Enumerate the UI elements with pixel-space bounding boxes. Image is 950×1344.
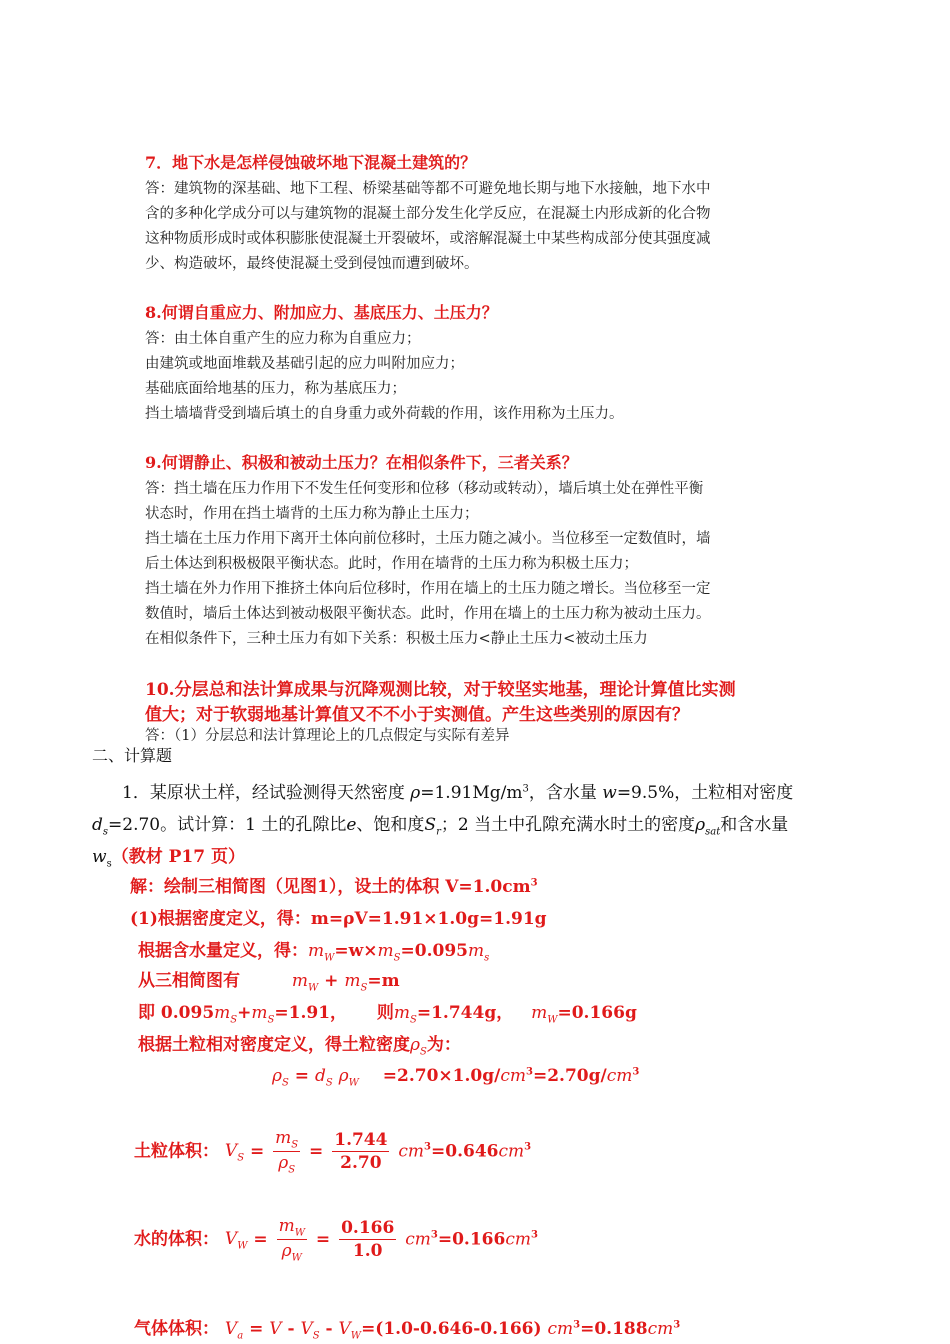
section-heading: 二、计算题	[92, 746, 173, 765]
problem-text: ，含水量	[528, 783, 597, 803]
solution-step: (1)根据密度定义，得：m=ρV=1.91×1.0g=1.91g	[130, 909, 547, 929]
solution-step: 从三相简图有 $m_W + m_S=m$	[138, 971, 400, 994]
density-equation: $\rho_S = d_S$ $\rho_W =2.70\times 1.0g/cm^3=2.70g/cm^3$	[272, 1066, 640, 1089]
fraction: $\frac{m_S}{\rho_S}$	[275, 1128, 299, 1176]
question-9-line: 挡土墙在外力作用下推挤土体向后位移时，作用在墙上的土压力随之增长。当位移至一定	[145, 581, 711, 597]
question-9-line: 数值时，墙后土体达到被动极限平衡状态。此时，作用在墙上的土压力称为被动土压力。	[145, 606, 711, 622]
question-9-title: 9.何谓静止、积极和被动土压力？在相似条件下，三者关系？	[145, 453, 578, 472]
question-7-line: 答：建筑物的深基础、地下工程、桥梁基础等都不可避免地长期与地下水接触，地下水中	[145, 181, 711, 197]
solution-step: 根据土粒相对密度定义，得土粒密度$\rho_S$为：	[138, 1035, 461, 1058]
question-9-line: 挡土墙在土压力作用下离开土体向前位移时，土压力随之减小。当位移至一定数值时，墙	[145, 531, 711, 547]
problem-text: =9.5%，土粒相对密度	[616, 783, 794, 803]
solution-text: =0.166	[437, 1229, 506, 1250]
question-10-title: 值大；对于软弱地基计算值又不不小于实测值。产生这些类别的原因有？	[145, 705, 689, 725]
problem-text: =1.91Mg/m	[420, 783, 523, 803]
solution-text: 气体体积：	[134, 1319, 219, 1339]
question-9-line: 后土体达到积极极限平衡状态。此时，作用在墙背的土压力称为积极土压力；	[145, 556, 638, 572]
problem-text: 1．某原状土样，经试验测得天然密度	[122, 783, 405, 803]
fraction: $\frac{m_W}{\rho_W}$	[278, 1216, 305, 1264]
problem-text: ；2 当土中孔隙充满水时土的密度	[440, 815, 696, 835]
solution-text: =0.166g	[557, 1003, 637, 1023]
solution-text: 为：	[426, 1035, 461, 1055]
solution-text: 土粒体积：	[134, 1141, 219, 1162]
question-8-line: 基础底面给地基的压力，称为基底压力；	[145, 381, 406, 397]
problem-line-1: 1．某原状土样，经试验测得天然密度 $\rho=1.91Mg/m^3$，含水量 w=9.5%，土粒相对密度	[122, 783, 794, 803]
solution-text: =0.188	[580, 1319, 648, 1339]
question-7-line: 含的多种化学成分可以与建筑物的混凝土部分发生化学反应，在混凝土内形成新的化合物	[145, 206, 711, 222]
solution-text: 根据含水量定义，得：	[138, 941, 308, 961]
problem-text: =2.70。试计算：1 土的孔隙比	[108, 815, 347, 835]
question-10-title: 10.分层总和法计算成果与沉降观测比较，对于较坚实地基，理论计算值比实测	[145, 680, 736, 700]
solution-text: =m	[367, 971, 400, 991]
solid-volume-equation: 土粒体积： $V_S$ = $\frac{m_S}{\rho_S}$ = $\frac{1.744}{2.70}$ $cm^3=0.646cm^3$	[134, 1128, 532, 1176]
solution-text: 则	[376, 1003, 394, 1023]
solution-text: 根据土粒相对密度定义，得土粒密度	[138, 1035, 410, 1055]
question-7-line: 这种物质形成时或体积膨胀使混凝土开裂破坏，或溶解混凝土中某些构成部分使其强度减	[145, 231, 711, 247]
solution-step: 根据含水量定义，得：$m_W=w\times m_S=0.095m_s$	[138, 941, 490, 964]
question-8-title: 8.何谓自重应力、附加应力、基底压力、土压力？	[145, 303, 498, 322]
question-10-answer-line: 答：（1）分层总和法计算理论上的几点假定与实际有差异	[145, 728, 510, 744]
fraction: $\frac{0.166}{1.0}$	[341, 1218, 395, 1262]
problem-line-2: $d_s=2.70$。试计算：1 土的孔隙比e、饱和度$S_r$；2 当土中孔隙充满水时土的密度$\rho_{sat}$和含水量	[92, 815, 789, 838]
solution-text: =2.70g/	[532, 1066, 607, 1086]
problem-line-3: $w_s$（教材 P17 页）	[92, 847, 245, 870]
solution-text: 解：绘制三相简图（见图1），设土的体积 V=1.0cm	[130, 877, 531, 897]
problem-text: 、饱和度	[356, 815, 425, 835]
solution-step: 即 $0.095m_S+m_S=1.91$， 则$m_S=1.744g$， $m_W=0.166g$	[138, 1003, 637, 1026]
textbook-reference: （教材 P17 页）	[111, 847, 245, 867]
fraction: $\frac{1.744}{2.70}$	[334, 1130, 388, 1174]
solution-text: =1.91，	[274, 1003, 348, 1023]
solution-text: =1.744g，	[416, 1003, 514, 1023]
water-volume-equation: 水的体积： $V_W$ = $\frac{m_W}{\rho_W}$ = $\frac{0.166}{1.0}$ $cm^3=0.166cm^3$	[134, 1216, 538, 1264]
solution-text: 即 0.095	[138, 1003, 215, 1023]
question-8-line: 挡土墙墙背受到墙后填土的自身重力或外荷载的作用，该作用称为土压力。	[145, 406, 624, 422]
question-9-line: 状态时，作用在挡土墙背的土压力称为静止土压力；	[145, 506, 479, 522]
solution-step: 解：绘制三相简图（见图1），设土的体积 $V=1.0cm^3$	[130, 877, 538, 897]
solution-text: =(1.0-0.646-0.166)	[361, 1319, 542, 1339]
question-9-line: 答：挡土墙在压力作用下不发生任何变形和位移（移动或转动），墙后填土处在弹性平衡	[145, 481, 704, 497]
problem-text: 和含水量	[720, 815, 789, 835]
question-9-line: 在相似条件下，三种土压力有如下关系：积极土压力<静止土压力<被动土压力	[145, 631, 648, 647]
question-8-line: 由建筑或地面堆载及基础引起的应力叫附加应力；	[145, 356, 464, 372]
solution-text: 从三相简图有	[138, 971, 240, 991]
solution-text: =w×	[334, 941, 378, 961]
clipped-answer	[0, 720, 950, 744]
solution-text: =0.646	[431, 1141, 499, 1162]
solution-text: =2.70×1.0g/	[382, 1066, 501, 1086]
air-volume-equation: 气体体积： $V_a = V - V_S - V_W=(1.0-0.646-0.166)$ $cm^3=0.188cm^3$	[134, 1319, 681, 1342]
question-7-line: 少、构造破坏，最终使混凝土受到侵蚀而遭到破坏。	[145, 256, 479, 272]
solution-text: 水的体积：	[134, 1229, 219, 1250]
question-8-line: 答：由土体自重产生的应力称为自重应力；	[145, 331, 421, 347]
solution-text: =0.095	[400, 941, 468, 961]
question-7-title: 7．地下水是怎样侵蚀破坏地下混凝土建筑的？	[145, 153, 477, 172]
